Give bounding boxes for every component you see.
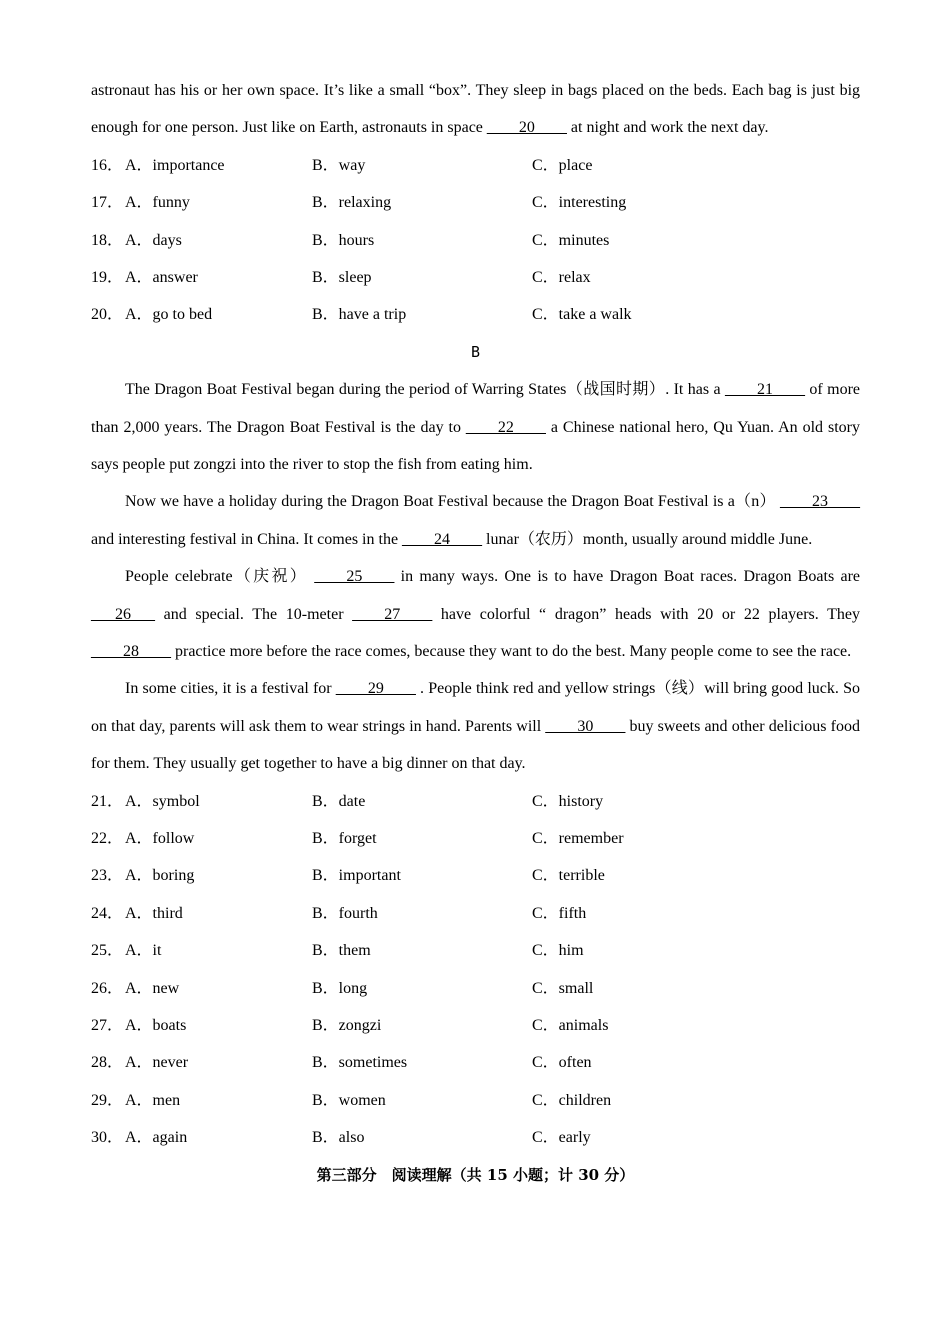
option-c: C．minutes [532, 231, 610, 249]
question-number: 26． [91, 979, 124, 997]
question-26 [91, 970, 860, 1007]
option-c: C．history [532, 792, 604, 810]
option-c: C．him [532, 942, 584, 960]
section-b-heading: B [470, 342, 481, 361]
question-18 [91, 222, 860, 259]
question-number: 19． [91, 268, 124, 286]
blank-26: ___26___ [91, 605, 155, 623]
option-b: B．them [312, 942, 371, 960]
option-c: C．often [532, 1054, 592, 1072]
option-c: C．remember [532, 830, 624, 848]
option-c: C．children [532, 1091, 612, 1109]
blank-27: ____27____ [352, 605, 433, 623]
question-number: 20． [91, 306, 124, 324]
passage-text: astronaut has his or her own space. It’s like a small “box”. They sleep in bags placed on the beds. Each bag is just [91, 82, 835, 99]
blank-28: ____28____ [91, 643, 171, 660]
passage-text: in many ways. One is to have Dragon Boat races. Dragon Boats are [394, 568, 861, 586]
passage-text: of more than 2,000 years. The Dragon Boat Festival is the day to [91, 381, 860, 436]
option-c: C．place [532, 156, 593, 174]
question-23 [91, 857, 860, 894]
option-c: C．relax [532, 268, 591, 286]
option-b: B．relaxing [312, 194, 392, 212]
blank-30: ____30____ [545, 717, 626, 735]
option-a: A．follow [125, 830, 195, 848]
options-b [91, 783, 860, 1157]
passage-text: a Chinese national hero, Qu Yuan. An old story says people put zongzi into the river to stop the fish from eating him. [91, 418, 861, 473]
question-number: 16． [91, 156, 124, 174]
question-number: 22． [91, 830, 124, 848]
question-17 [91, 184, 860, 221]
option-a: A．third [125, 904, 183, 922]
blank-20: ____20____ [486, 119, 567, 137]
option-b: B．date [312, 792, 366, 810]
blank-29: ____29____ [335, 680, 416, 698]
option-b: B．long [312, 979, 368, 997]
question-20 [91, 296, 860, 333]
passage-text: buy sweets and other delicious food for them. They usually get together to have a big dinner on that day. [91, 717, 860, 773]
passage-b-paragraph-2 [91, 483, 860, 558]
question-16 [91, 147, 860, 184]
option-b: B．forget [312, 830, 377, 848]
blank-21: ____21____ [725, 381, 805, 399]
question-number: 18． [91, 231, 124, 249]
option-c: C．fifth [532, 904, 587, 922]
option-b: B．also [312, 1129, 365, 1147]
question-19 [91, 259, 860, 296]
passage-a-tail [91, 72, 860, 147]
option-a: A．new [125, 979, 180, 997]
question-24 [91, 895, 860, 932]
passage-text: big enough for one person. Just like on Earth, astronauts in space [91, 82, 861, 137]
passage-text: In some cities, it is a festival for [125, 680, 336, 698]
passage-b-paragraph-1 [91, 371, 860, 483]
option-c: C．early [532, 1129, 591, 1147]
part-three-title: 第三部分 阅读理解（共 15 小题；计 30 分） [316, 1165, 635, 1184]
option-a: A．again [125, 1129, 188, 1147]
question-number: 27． [91, 1016, 124, 1034]
question-25 [91, 932, 860, 969]
option-a: A．funny [125, 194, 190, 212]
option-a: A．answer [125, 268, 198, 286]
option-b: B．fourth [312, 904, 378, 922]
passage-text: lunar（农历）month, usually around middle June. [482, 530, 813, 548]
question-28 [91, 1044, 860, 1081]
option-c: C．animals [532, 1016, 609, 1034]
option-a: A．it [125, 942, 162, 960]
question-29 [91, 1082, 860, 1119]
question-number: 30． [91, 1129, 124, 1147]
option-a: A．boats [125, 1016, 187, 1034]
passage-text: have colorful “ dragon” heads with 20 or 22 players. They [432, 605, 861, 623]
question-number: 25． [91, 942, 124, 960]
option-b: B．women [312, 1091, 386, 1109]
option-b: B．zongzi [312, 1016, 382, 1034]
passage-text: practice more before the race comes, because they want to do the best. Many people come to see the race. [171, 643, 852, 660]
option-c: C．terrible [532, 867, 605, 885]
passage-text: and interesting festival in China. It comes in the [91, 530, 403, 548]
question-number: 23． [91, 867, 124, 885]
option-a: A．days [125, 231, 182, 249]
question-number: 28． [91, 1054, 124, 1072]
option-b: B．important [312, 867, 401, 885]
passage-text: and special. The 10-meter [155, 605, 353, 623]
question-27 [91, 1007, 860, 1044]
option-a: A．men [125, 1091, 181, 1109]
passage-b-paragraph-4 [91, 670, 860, 782]
passage-b-paragraph-3 [91, 558, 860, 670]
option-b: B．sleep [312, 268, 372, 286]
passage-text: Now we have a holiday during the Dragon Boat Festival because the Dragon Boat Festival is a（n） [125, 493, 776, 511]
options-a [91, 147, 860, 334]
question-number: 21． [91, 792, 124, 810]
option-a: A．go to bed [125, 306, 213, 324]
option-a: A．never [125, 1054, 189, 1072]
option-c: C．take a walk [532, 306, 632, 324]
passage-text: People celebrate（庆祝） [125, 568, 315, 586]
option-b: B．hours [312, 231, 375, 249]
passage-text: at night and work the next day. [566, 119, 769, 137]
option-c: C．small [532, 979, 594, 997]
passage-text: . People think red and yellow strings（线）will bring good luck. So on that day, parents will ask them to wear strings in hand. Parents will [91, 680, 860, 735]
question-22 [91, 820, 860, 857]
question-30 [91, 1119, 860, 1156]
question-number: 29． [91, 1091, 124, 1109]
question-number: 17． [91, 194, 124, 212]
blank-23: ____23____ [780, 493, 860, 511]
option-b: B．way [312, 156, 366, 174]
question-number: 24． [91, 904, 124, 922]
option-a: A．boring [125, 867, 195, 885]
question-21 [91, 783, 860, 820]
option-b: B．have a trip [312, 306, 407, 324]
option-c: C．interesting [532, 194, 627, 212]
option-a: A．symbol [125, 792, 200, 810]
option-a: A．importance [125, 156, 225, 174]
exam-page [91, 72, 860, 1194]
blank-25: ____25____ [314, 568, 395, 586]
blank-22: ____22____ [465, 418, 546, 436]
blank-24: ____24____ [402, 530, 483, 548]
passage-text: The Dragon Boat Festival began during the period of Warring States（战国时期）. It has a [125, 381, 725, 399]
option-b: B．sometimes [312, 1054, 408, 1072]
